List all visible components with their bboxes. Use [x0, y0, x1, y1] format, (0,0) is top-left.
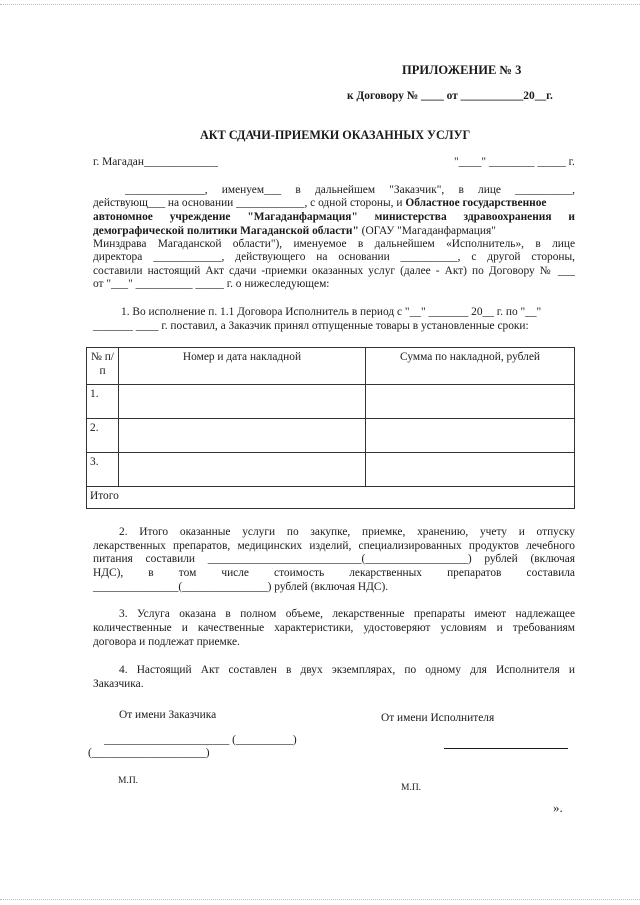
item4-line-2: Заказчика. [93, 678, 144, 690]
document-date: "____" ________ _____ г. [454, 156, 575, 168]
intro-line-7: составили настоящий Акт сдачи -приемки оказанных услуг (далее - Акт) по Договору № ___ [93, 265, 575, 277]
header-sum: Сумма по накладной, рублей [366, 348, 575, 385]
item2-line-1: 2. Итого оказанные услуги по закупке, приемке, хранению, учету и отпуску [119, 526, 575, 538]
intro-line-8: от "___" __________ _____ г. о нижеследующем: [93, 278, 330, 290]
intro-line-5: Минздрава Магаданской области"), именуемое в дальнейшем «Исполнитель», в лице [93, 238, 575, 250]
row-number: 3. [87, 453, 119, 487]
row-sum [366, 385, 575, 419]
scan-edge-bottom [0, 899, 640, 900]
executor-stamp-place: М.П. [401, 783, 422, 793]
document-title: АКТ СДАЧИ-ПРИЕМКИ ОКАЗАННЫХ УСЛУГ [200, 128, 471, 142]
item2-line-2: лекарственных препаратов, медицинских изделий, специализированных продуктов лечебного [93, 540, 575, 552]
row-sum [366, 453, 575, 487]
table-row [87, 385, 575, 419]
customer-name-line: (____________________) [88, 747, 210, 759]
item2-line-5: _______________(_______________) рублей (включая НДС). [93, 581, 389, 593]
intro-line-2 [93, 196, 575, 210]
header-invoice: Номер и дата накладной [119, 348, 366, 385]
contract-reference: к Договору № ____ от ___________20__г. [347, 90, 553, 102]
table-row [87, 419, 575, 453]
intro-line-6: директора ____________, действующего на основании __________, с другой стороны, [93, 251, 575, 263]
table-header-row [87, 348, 575, 385]
row-sum [366, 419, 575, 453]
row-invoice [119, 419, 366, 453]
table-row [87, 453, 575, 487]
executor-short-name: (ОГАУ "Магаданфармация" [358, 225, 496, 237]
customer-signature-label: От имени Заказчика [119, 709, 217, 721]
intro-line-4 [93, 224, 575, 238]
executor-name-part-2: автономное учреждение "Магаданфармация" министерства здравоохранения и [93, 211, 575, 223]
header-number: № п/п [87, 348, 119, 385]
invoice-table [86, 347, 575, 509]
table-total-row [87, 487, 575, 509]
item3-line-3: договора и подлежат приемке. [93, 636, 240, 648]
item1-line-1: 1. Во исполнение п. 1.1 Договора Исполнитель в период с "__" _______ 20__ г. по "__" [121, 306, 542, 318]
executor-name-part-1: Областное государственное [405, 197, 547, 209]
executor-signature-label: От имени Исполнителя [381, 712, 495, 724]
item3-line-2: количественные и качественные характеристики, удостоверяют условиям и требованиям [93, 622, 575, 634]
intro-line-1: ______________, именуем___ в дальнейшем "Заказчик", в лице __________, [125, 184, 575, 196]
item2-line-3: питания составили ___________________________(__________________) рублей (включая [93, 553, 575, 565]
row-number: 1. [87, 385, 119, 419]
item4-line-1: 4. Настоящий Акт составлен в двух экземплярах, по одному для Исполнителя и [119, 664, 575, 676]
row-invoice [119, 385, 366, 419]
item3-line-1: 3. Услуга оказана в полном объеме, лекарственные препараты имеют надлежащее [119, 608, 575, 620]
executor-signature-line [444, 748, 568, 749]
closing-quote: ». [553, 800, 563, 815]
customer-signature-line: ______________________ (__________) [104, 734, 297, 746]
total-label: Итого [87, 487, 575, 509]
intro-line-2-text: действующ___ на основании ____________, с одной стороны, и [93, 197, 406, 209]
appendix-number: ПРИЛОЖЕНИЕ № 3 [402, 63, 522, 77]
item1-line-2: _______ ____ г. поставил, а Заказчик принял отпущенные товары в установленные сроки: [93, 320, 529, 332]
customer-stamp-place: М.П. [118, 776, 139, 786]
executor-name-part-3: демографической политики Магаданской области" [93, 225, 359, 237]
row-number: 2. [87, 419, 119, 453]
row-invoice [119, 453, 366, 487]
item2-line-4: НДС), в том числе стоимость лекарственных препаратов составила [93, 567, 575, 579]
scan-edge-top [0, 4, 640, 5]
place: г. Магадан_____________ [93, 156, 218, 168]
